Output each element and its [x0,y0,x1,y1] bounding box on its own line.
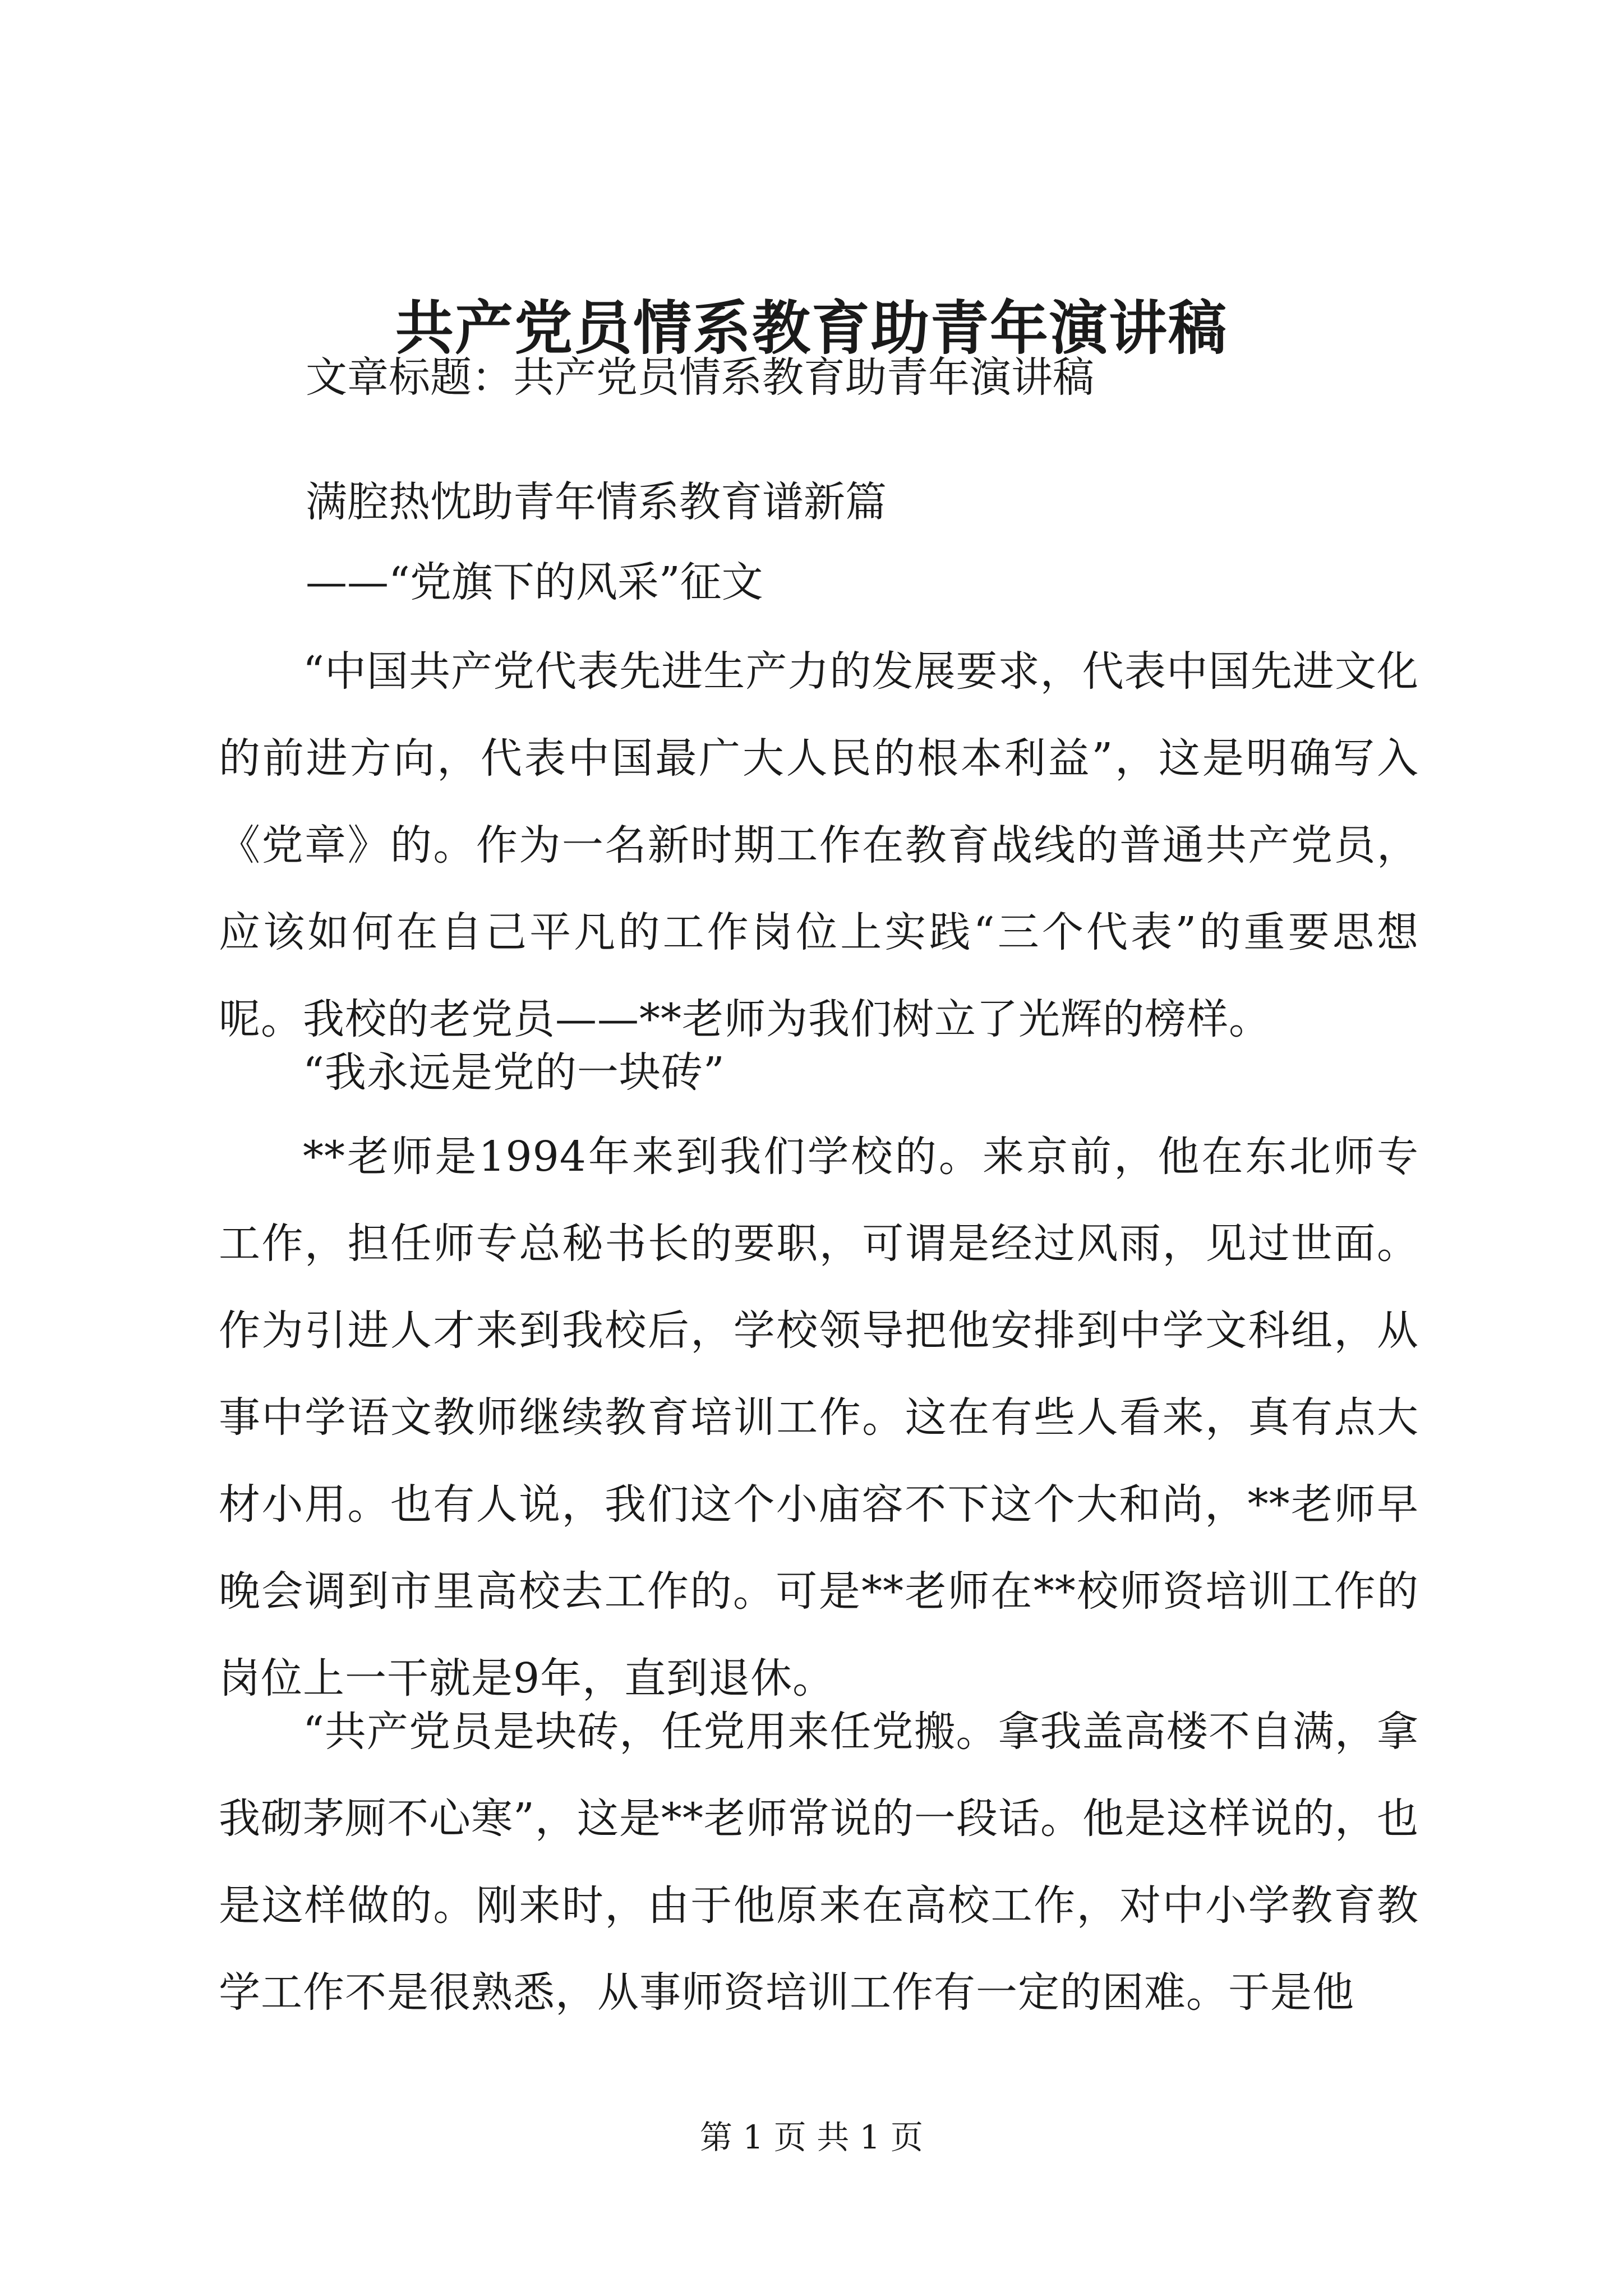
article-title-line: 文章标题：共产党员情系教育助青年演讲稿 [306,353,1094,402]
page-footer: 第 1 页 共 1 页 [700,2118,923,2156]
document-title: 共产党员情系教育助青年演讲稿 [395,293,1228,362]
subtitle: 满腔热忱助青年情系教育谱新篇 [306,478,887,526]
body-paragraph: “共产党员是块砖，任党用来任党搬。拿我盖高楼不自满，拿我砌茅厕不心寒”，这是**老师常说的一段话。他是这样说的，也是这样做的。刚来时，由于他原来在高校工作，对中小学教育教学工作不是很熟悉，从事师资培训工作有一定的困难。于是他 [219,1708,1419,2017]
body-paragraph: **老师是1994年来到我们学校的。来京前，他在东北师专工作，担任师专总秘书长的要职，可谓是经过风雨，见过世面。作为引进人才来到我校后，学校领导把他安排到中学文科组，从事中学语文教师继续教育培训工作。这在有些人看来，真有点大材小用。也有人说，我们这个小庙容不下这个大和尚，**老师早晚会调到市里高校去工作的。可是**老师在**校师资培训工作的岗位上一干就是9年，直到退休。 [219,1133,1419,1703]
subtitle-note: ——“党旗下的风采”征文 [306,558,763,606]
section-heading: “我永远是党的一块砖” [303,1048,725,1097]
body-paragraph: “中国共产党代表先进生产力的发展要求，代表中国先进文化的前进方向，代表中国最广大人民的根本利益”，这是明确写入《党章》的。作为一名新时期工作在教育战线的普通共产党员，应该如何在自己平凡的工作岗位上实践“三个代表”的重要思想呢。我校的老党员——**老师为我们树立了光辉的榜样。 [219,647,1419,1043]
